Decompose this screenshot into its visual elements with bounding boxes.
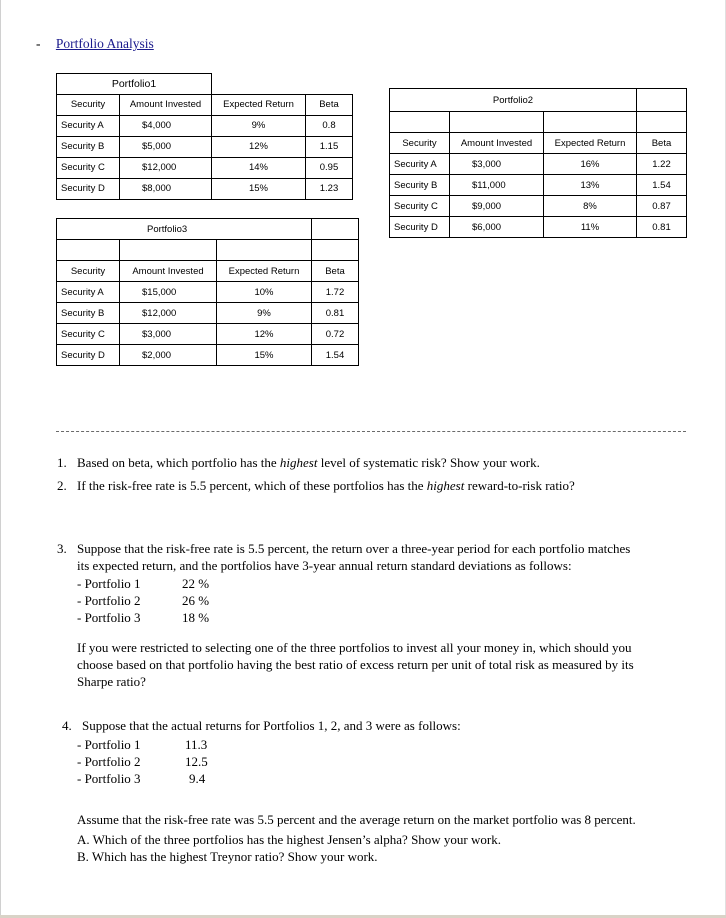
cell: Security C: [57, 157, 120, 178]
cell: Security B: [390, 175, 450, 196]
table-header-row: [57, 94, 353, 115]
list-item-label: - Portfolio 2: [77, 754, 141, 769]
cell: Security B: [57, 303, 120, 324]
cell: 8%: [544, 196, 637, 217]
cell: Security D: [57, 178, 120, 199]
table-row: [57, 136, 353, 157]
cell: $5,000: [120, 136, 212, 157]
header-cell: Security: [390, 133, 450, 154]
question-2: [57, 478, 697, 495]
header-cell: Expected Return: [217, 261, 312, 282]
cell: 1.72: [312, 282, 359, 303]
cell: $12,000: [120, 157, 212, 178]
cell: 13%: [544, 175, 637, 196]
question-text-part: Based on beta, which portfolio has the: [77, 455, 280, 470]
cell: 1.54: [637, 175, 687, 196]
cell: $8,000: [120, 178, 212, 199]
paragraph-line: If you were restricted to selecting one of the three portfolios to invest all your money in, which should you: [77, 640, 632, 655]
question-number: 2.: [57, 478, 67, 493]
table-row: [390, 196, 687, 217]
table-row: [57, 324, 359, 345]
header-cell: Beta: [312, 261, 359, 282]
table-header-row: [390, 133, 687, 154]
header-cell: Beta: [306, 94, 353, 115]
question-text-part: If the risk-free rate is 5.5 percent, which of these portfolios has the: [77, 478, 427, 493]
std-dev-list: [77, 576, 277, 628]
table-row: [57, 303, 359, 324]
cell: Security C: [390, 196, 450, 217]
question-3: [57, 541, 697, 581]
document-title-row: [36, 36, 154, 52]
cell: $6,000: [450, 217, 544, 238]
cell: 1.54: [312, 345, 359, 366]
emphasis-text: highest: [426, 478, 465, 493]
question-text: Suppose that the actual returns for Portfolios 1, 2, and 3 were as follows:: [82, 718, 461, 733]
table-row: [57, 345, 359, 366]
cell: $3,000: [120, 324, 217, 345]
header-cell: Expected Return: [544, 133, 637, 154]
cell: $2,000: [120, 345, 217, 366]
page-left-edge: [0, 0, 1, 918]
table-row: [57, 282, 359, 303]
list-item-value: 9.4: [189, 771, 206, 786]
cell: 1.22: [637, 154, 687, 175]
question-number: 3.: [57, 541, 67, 556]
portfolio2-table: [389, 88, 687, 238]
list-item-label: - Portfolio 2: [77, 593, 141, 608]
table-row: [57, 178, 353, 199]
cell: 9%: [212, 115, 306, 136]
cell: $11,000: [450, 175, 544, 196]
question-3-paragraph: [77, 640, 697, 692]
question-number: 1.: [57, 455, 67, 470]
question-4: [62, 718, 682, 735]
cell: Security D: [390, 217, 450, 238]
list-item-label: - Portfolio 1: [77, 576, 141, 591]
cell: 0.81: [637, 217, 687, 238]
header-cell: Security: [57, 261, 120, 282]
cell: Security A: [390, 154, 450, 175]
portfolio2-name: Portfolio2: [390, 89, 637, 112]
cell: 0.8: [306, 115, 353, 136]
header-cell: Amount Invested: [120, 94, 212, 115]
list-item-value: 26 %: [182, 593, 210, 608]
cell: 0.72: [312, 324, 359, 345]
list-item-value: 11.3: [185, 737, 208, 752]
portfolio1-name: Portfolio1: [57, 74, 212, 95]
list-item-value: 18 %: [182, 610, 210, 625]
table-row: [57, 157, 353, 178]
cell: 14%: [212, 157, 306, 178]
cell: Security A: [57, 115, 120, 136]
portfolio3-table: [56, 218, 359, 366]
question-text-part: reward-to-risk ratio?: [464, 478, 575, 493]
portfolio3-name: Portfolio3: [57, 219, 312, 240]
cell: Security C: [57, 324, 120, 345]
cell: 16%: [544, 154, 637, 175]
table-row: [390, 154, 687, 175]
question-text: [77, 455, 540, 472]
cell: 12%: [217, 324, 312, 345]
question-1: [57, 455, 697, 472]
table-header-row: [57, 261, 359, 282]
question-text: [77, 478, 575, 495]
cell: 15%: [212, 178, 306, 199]
dashed-separator: [56, 431, 686, 432]
list-item-label: - Portfolio 1: [77, 737, 141, 752]
cell: $9,000: [450, 196, 544, 217]
cell: 10%: [217, 282, 312, 303]
cell: $4,000: [120, 115, 212, 136]
question-text: [77, 541, 630, 574]
list-item-value: 12.5: [185, 754, 208, 769]
cell: $15,000: [120, 282, 217, 303]
page-title-link[interactable]: Portfolio Analysis: [55, 36, 154, 51]
question-line: Suppose that the risk-free rate is 5.5 percent, the return over a three-year period for each portfolio matches: [77, 541, 631, 556]
title-bullet: -: [36, 36, 41, 51]
cell: 1.15: [306, 136, 353, 157]
cell: Security D: [57, 345, 120, 366]
table-row: [390, 175, 687, 196]
cell: 0.81: [312, 303, 359, 324]
cell: 1.23: [306, 178, 353, 199]
cell: $3,000: [450, 154, 544, 175]
cell: 9%: [217, 303, 312, 324]
question-text-part: level of systematic risk? Show your work.: [317, 455, 540, 470]
question-number: 4.: [62, 718, 72, 733]
header-cell: Amount Invested: [450, 133, 544, 154]
header-cell: Amount Invested: [120, 261, 217, 282]
table-row: [57, 115, 353, 136]
actual-returns-list: [77, 737, 277, 789]
assumption-line: Assume that the risk-free rate was 5.5 percent and the average return on the market portfolio was 8 percent.: [77, 812, 636, 827]
cell: 15%: [217, 345, 312, 366]
question-line: its expected return, and the portfolios have 3-year annual return standard deviations as follows:: [77, 557, 572, 573]
header-cell: Expected Return: [212, 94, 306, 115]
cell: Security B: [57, 136, 120, 157]
cell: 0.95: [306, 157, 353, 178]
cell: 12%: [212, 136, 306, 157]
paragraph-line: choose based on that portfolio having the best ratio of excess return per unit of total risk as measured by its: [77, 657, 634, 672]
cell: 0.87: [637, 196, 687, 217]
list-item-label: - Portfolio 3: [77, 771, 141, 786]
subquestion-b: B. Which has the highest Treynor ratio? Show your work.: [77, 849, 378, 864]
paragraph-line: Sharpe ratio?: [77, 674, 146, 689]
cell: Security A: [57, 282, 120, 303]
table-row: [390, 217, 687, 238]
header-cell: Security: [57, 94, 120, 115]
emphasis-text: highest: [279, 455, 318, 470]
list-item-label: - Portfolio 3: [77, 610, 141, 625]
header-cell: Beta: [637, 133, 687, 154]
list-item-value: 22 %: [182, 576, 210, 591]
cell: $12,000: [120, 303, 217, 324]
question-4-subparts: [77, 812, 707, 864]
subquestion-a: A. Which of the three portfolios has the highest Jensen’s alpha? Show your work.: [77, 832, 501, 847]
portfolio1-table: [56, 73, 353, 200]
cell: 11%: [544, 217, 637, 238]
